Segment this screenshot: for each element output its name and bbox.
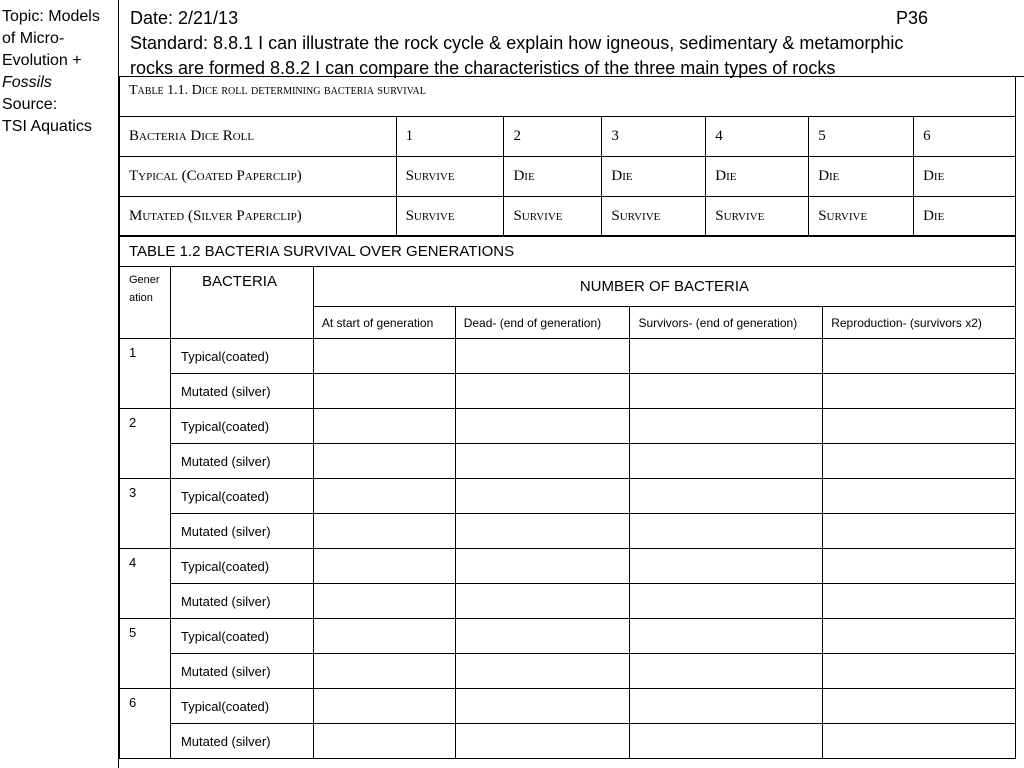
entry-cell[interactable] xyxy=(823,339,1016,374)
entry-cell[interactable] xyxy=(455,689,630,724)
survival-table xyxy=(119,235,1016,759)
bacteria-header: BACTERIA xyxy=(170,267,313,339)
entry-cell[interactable] xyxy=(455,584,630,619)
table-cell: Survive xyxy=(396,197,504,237)
entry-cell[interactable] xyxy=(823,689,1016,724)
generation-number: 1 xyxy=(120,339,171,409)
table-cell: Survive xyxy=(602,197,706,237)
page-number: P36 xyxy=(896,8,929,28)
column-header: Survivors- (end of generation) xyxy=(630,307,823,339)
column-header: At start of generation xyxy=(313,307,455,339)
topic-sidebar xyxy=(0,0,119,768)
table-row xyxy=(120,514,1016,549)
entry-cell[interactable] xyxy=(455,409,630,444)
standard-line-2: rocks are formed 8.8.2 I can compare the characteristics of the three main types of rocks xyxy=(130,58,836,78)
entry-cell[interactable] xyxy=(313,549,455,584)
typical-label: Typical(coated) xyxy=(170,479,313,514)
entry-cell[interactable] xyxy=(630,724,823,759)
table-cell: 5 xyxy=(809,117,914,157)
table-cell: Die xyxy=(914,157,1016,197)
entry-cell[interactable] xyxy=(630,479,823,514)
entry-cell[interactable] xyxy=(630,619,823,654)
entry-cell[interactable] xyxy=(313,479,455,514)
table-row xyxy=(120,619,1016,654)
entry-cell[interactable] xyxy=(455,619,630,654)
entry-cell[interactable] xyxy=(455,514,630,549)
table-cell: Mutated (Silver Paperclip) xyxy=(120,197,397,237)
mutated-label: Mutated (silver) xyxy=(170,514,313,549)
typical-label: Typical(coated) xyxy=(170,549,313,584)
entry-cell[interactable] xyxy=(313,654,455,689)
table-row xyxy=(120,724,1016,759)
column-header: Dead- (end of generation) xyxy=(455,307,630,339)
generation-number: 3 xyxy=(120,479,171,549)
generation-header-line-1: Gener xyxy=(129,274,160,286)
topic-line-3: Evolution + xyxy=(2,52,82,69)
topic-line-4: Fossils xyxy=(2,74,52,91)
table-cell: Die xyxy=(914,197,1016,237)
entry-cell[interactable] xyxy=(823,724,1016,759)
entry-cell[interactable] xyxy=(630,409,823,444)
entry-cell[interactable] xyxy=(630,689,823,724)
entry-cell[interactable] xyxy=(313,374,455,409)
number-of-bacteria-header: NUMBER OF BACTERIA xyxy=(313,267,1015,307)
entry-cell[interactable] xyxy=(313,339,455,374)
table-row xyxy=(120,549,1016,584)
table-cell: Survive xyxy=(504,197,602,237)
entry-cell[interactable] xyxy=(630,654,823,689)
table-cell: 4 xyxy=(706,117,809,157)
typical-label: Typical(coated) xyxy=(170,689,313,724)
generation-header xyxy=(120,267,171,339)
entry-cell[interactable] xyxy=(823,374,1016,409)
entry-cell[interactable] xyxy=(823,444,1016,479)
entry-cell[interactable] xyxy=(313,514,455,549)
entry-cell[interactable] xyxy=(455,374,630,409)
generation-number: 2 xyxy=(120,409,171,479)
table-row xyxy=(120,444,1016,479)
table-cell: Die xyxy=(809,157,914,197)
entry-cell[interactable] xyxy=(313,584,455,619)
entry-cell[interactable] xyxy=(313,444,455,479)
page-header xyxy=(130,6,1010,81)
generation-number: 6 xyxy=(120,689,171,759)
generation-number: 5 xyxy=(120,619,171,689)
entry-cell[interactable] xyxy=(630,514,823,549)
generation-header-line-2: ation xyxy=(129,292,153,304)
entry-cell[interactable] xyxy=(823,619,1016,654)
topic-line-1: Topic: Models xyxy=(2,8,100,25)
table-row xyxy=(120,409,1016,444)
typical-label: Typical(coated) xyxy=(170,409,313,444)
table-row xyxy=(120,374,1016,409)
column-header: Reproduction- (survivors x2) xyxy=(823,307,1016,339)
entry-cell[interactable] xyxy=(455,339,630,374)
entry-cell[interactable] xyxy=(313,619,455,654)
table-cell: Survive xyxy=(706,197,809,237)
entry-cell[interactable] xyxy=(455,444,630,479)
entry-cell[interactable] xyxy=(313,724,455,759)
table-2-caption: TABLE 1.2 BACTERIA SURVIVAL OVER GENERATIONS xyxy=(120,236,1016,267)
source-value: TSI Aquatics xyxy=(2,118,92,135)
table-cell: 3 xyxy=(602,117,706,157)
entry-cell[interactable] xyxy=(823,479,1016,514)
entry-cell[interactable] xyxy=(455,654,630,689)
entry-cell[interactable] xyxy=(455,479,630,514)
table-cell: 2 xyxy=(504,117,602,157)
table-1-caption: Table 1.1. Dice roll determining bacteria survival xyxy=(120,77,1016,117)
topic-line-2: of Micro- xyxy=(2,30,65,47)
table-cell: Survive xyxy=(396,157,504,197)
entry-cell[interactable] xyxy=(823,549,1016,584)
mutated-label: Mutated (silver) xyxy=(170,724,313,759)
entry-cell[interactable] xyxy=(823,584,1016,619)
table-row xyxy=(120,157,1016,197)
entry-cell[interactable] xyxy=(630,549,823,584)
table-cell: Die xyxy=(504,157,602,197)
table-row xyxy=(120,117,1016,157)
table-cell: Typical (Coated Paperclip) xyxy=(120,157,397,197)
table-row xyxy=(120,654,1016,689)
entry-cell[interactable] xyxy=(630,374,823,409)
table-cell: 1 xyxy=(396,117,504,157)
entry-cell[interactable] xyxy=(630,584,823,619)
entry-cell[interactable] xyxy=(313,409,455,444)
typical-label: Typical(coated) xyxy=(170,619,313,654)
table-cell: Die xyxy=(706,157,809,197)
table-row xyxy=(120,339,1016,374)
mutated-label: Mutated (silver) xyxy=(170,584,313,619)
mutated-label: Mutated (silver) xyxy=(170,444,313,479)
typical-label: Typical(coated) xyxy=(170,339,313,374)
table-cell: 6 xyxy=(914,117,1016,157)
table-row xyxy=(120,479,1016,514)
entry-cell[interactable] xyxy=(313,689,455,724)
entry-cell[interactable] xyxy=(823,654,1016,689)
entry-cell[interactable] xyxy=(455,549,630,584)
generation-number: 4 xyxy=(120,549,171,619)
table-cell: Die xyxy=(602,157,706,197)
mutated-label: Mutated (silver) xyxy=(170,654,313,689)
date: Date: 2/21/13 xyxy=(130,8,239,28)
generation-rows xyxy=(120,339,1016,759)
dice-roll-table xyxy=(119,76,1016,237)
entry-cell[interactable] xyxy=(630,444,823,479)
table-row xyxy=(120,197,1016,237)
entry-cell[interactable] xyxy=(630,339,823,374)
table-cell: Bacteria Dice Roll xyxy=(120,117,397,157)
entry-cell[interactable] xyxy=(455,724,630,759)
standard-line-1: Standard: 8.8.1 I can illustrate the rock cycle & explain how igneous, sedimentary & metamorphic xyxy=(130,33,904,53)
mutated-label: Mutated (silver) xyxy=(170,374,313,409)
source-label: Source: xyxy=(2,96,58,113)
entry-cell[interactable] xyxy=(823,514,1016,549)
table-cell: Survive xyxy=(809,197,914,237)
table-row xyxy=(120,689,1016,724)
entry-cell[interactable] xyxy=(823,409,1016,444)
table-row xyxy=(120,584,1016,619)
